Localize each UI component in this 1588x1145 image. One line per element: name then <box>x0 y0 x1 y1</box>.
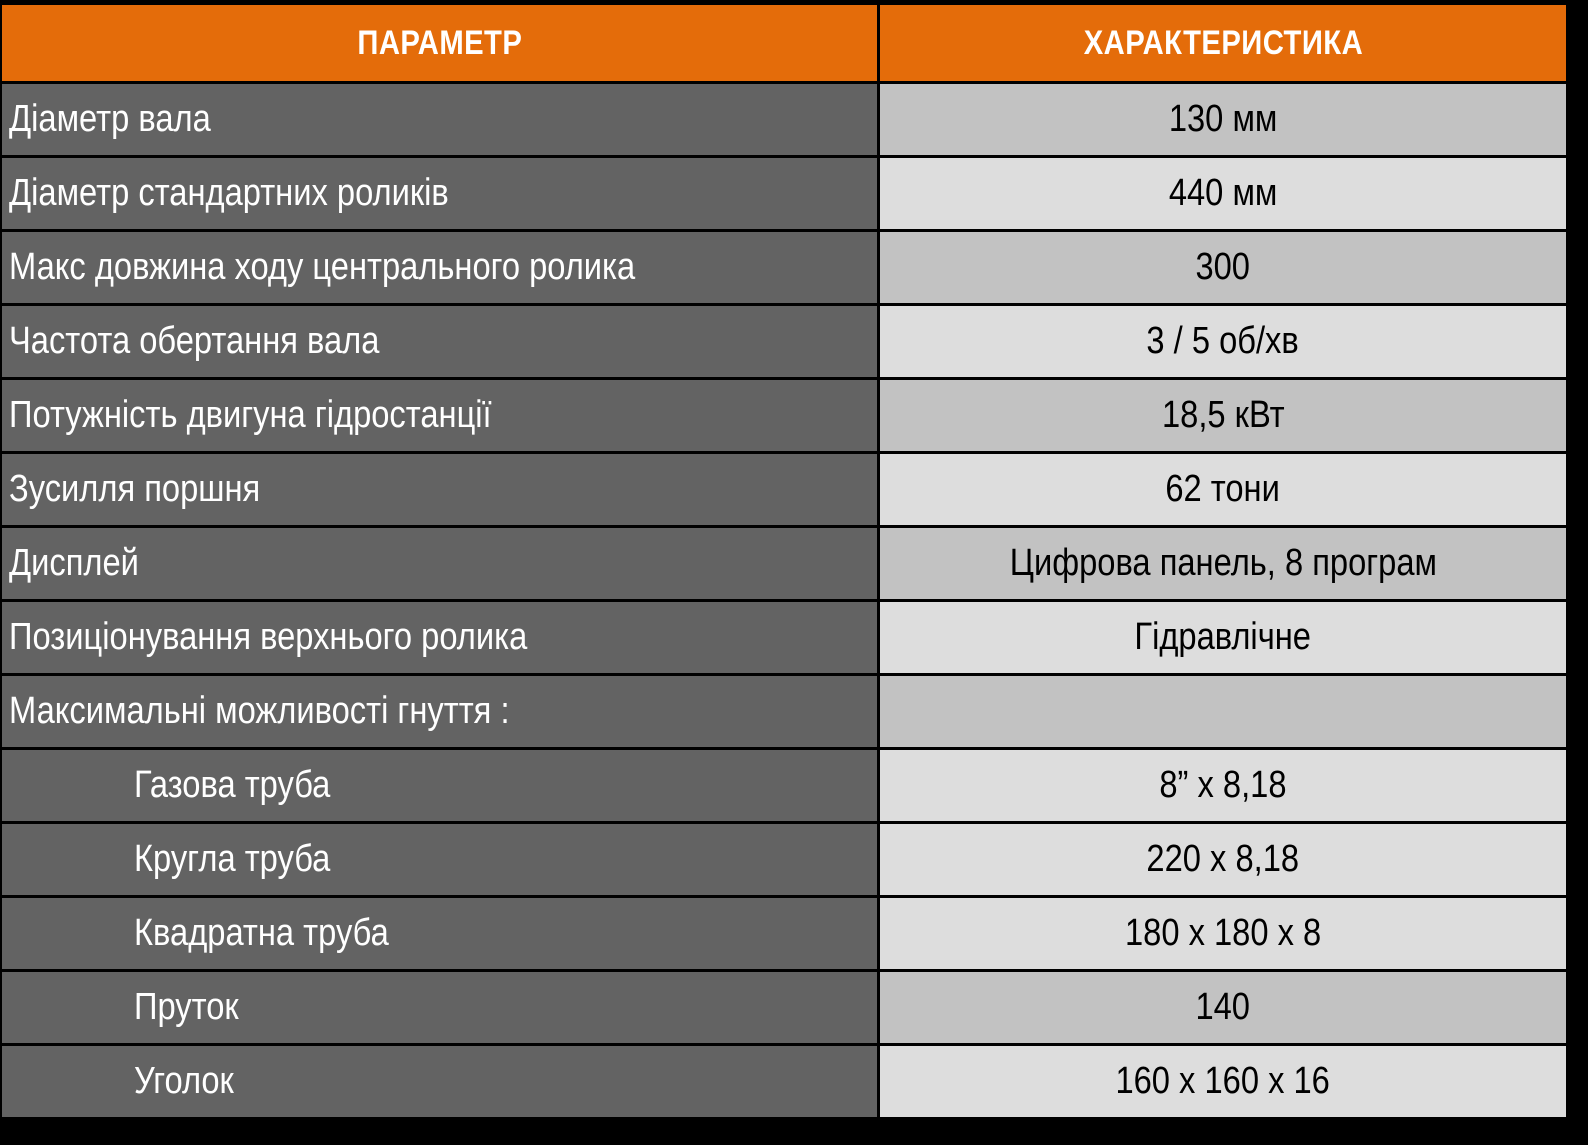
value-cell: Гідравлічне <box>880 602 1566 673</box>
param-cell: Квадратна труба <box>2 898 877 969</box>
value-cell: Цифрова панель, 8 програм <box>880 528 1566 599</box>
param-cell: Діаметр вала <box>2 84 877 155</box>
param-cell: Макс довжина ходу центрального ролика <box>2 232 877 303</box>
param-cell: Позиціонування верхнього ролика <box>2 602 877 673</box>
value-cell: 3 / 5 об/хв <box>880 306 1566 377</box>
value-cell: 8” х 8,18 <box>880 750 1566 821</box>
param-cell: Кругла труба <box>2 824 877 895</box>
spec-table <box>2 5 1566 1117</box>
param-cell: Діаметр стандартних роликів <box>2 158 877 229</box>
param-cell: Газова труба <box>2 750 877 821</box>
value-cell: 160 х 160 х 16 <box>880 1046 1566 1117</box>
param-cell: Максимальні можливості гнуття : <box>2 676 877 747</box>
value-cell: 180 х 180 х 8 <box>880 898 1566 969</box>
value-cell: 300 <box>880 232 1566 303</box>
value-cell: 18,5 кВт <box>880 380 1566 451</box>
value-cell <box>880 676 1566 747</box>
value-cell: 62 тони <box>880 454 1566 525</box>
header-characteristic: ХАРАКТЕРИСТИКА <box>880 5 1566 81</box>
value-cell: 130 мм <box>880 84 1566 155</box>
value-cell: 220 х 8,18 <box>880 824 1566 895</box>
value-cell: 140 <box>880 972 1566 1043</box>
header-parameter: ПАРАМЕТР <box>2 5 877 81</box>
value-cell: 440 мм <box>880 158 1566 229</box>
param-cell: Дисплей <box>2 528 877 599</box>
param-cell: Потужність двигуна гідростанції <box>2 380 877 451</box>
param-cell: Частота обертання вала <box>2 306 877 377</box>
param-cell: Уголок <box>2 1046 877 1117</box>
param-cell: Зусилля поршня <box>2 454 877 525</box>
param-cell: Пруток <box>2 972 877 1043</box>
